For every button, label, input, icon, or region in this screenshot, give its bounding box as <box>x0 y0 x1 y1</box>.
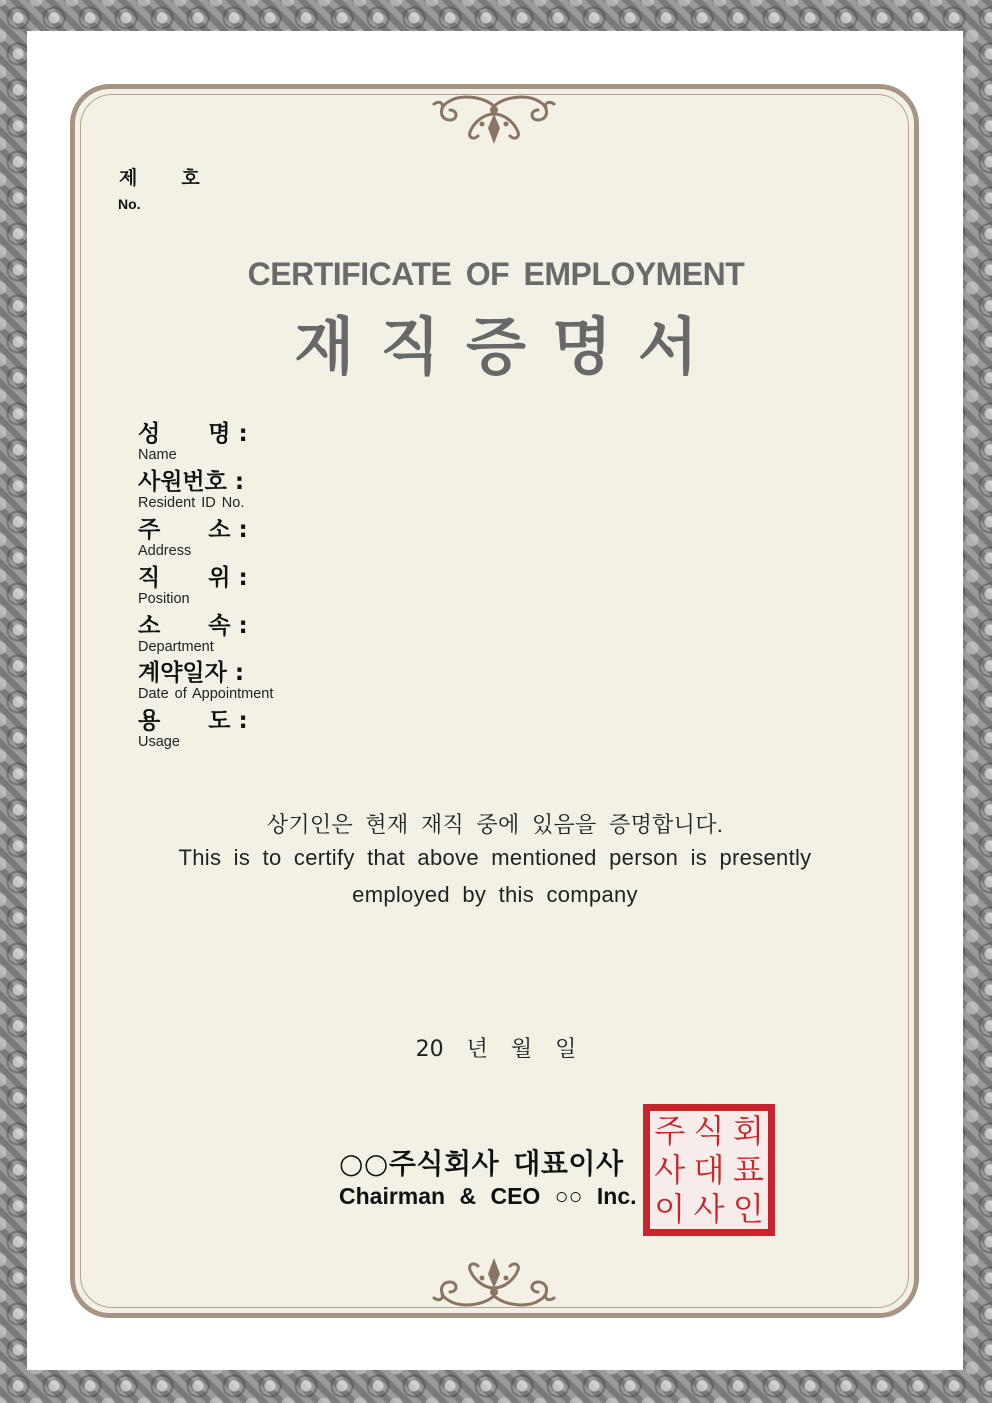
field-label-en: Department <box>138 639 214 655</box>
field-label-en: Position <box>138 591 190 607</box>
seal-character: 표 <box>732 1150 764 1189</box>
issue-date: 20 년 월 일 <box>415 1037 577 1062</box>
seal-character: 식 <box>693 1111 725 1150</box>
certificate-number-label: 제호 <box>119 167 244 189</box>
field-label-ko: 주 소 : <box>138 517 248 543</box>
field-usage <box>138 708 248 751</box>
field-label-ko: 사원번호 : <box>138 469 245 495</box>
field-label-ko: 용 도 : <box>138 708 248 734</box>
field-label-en: Resident ID No. <box>138 495 245 511</box>
field-name <box>138 421 248 464</box>
field-label-en: Address <box>138 543 192 559</box>
seal-character: 사 <box>654 1150 686 1189</box>
field-department <box>138 613 248 656</box>
seal-character: 이 <box>654 1190 686 1229</box>
field-label-en: Date of Appointment <box>138 686 274 702</box>
certificate-number-label-en: No. <box>118 196 141 212</box>
field-label-ko: 성 명 : <box>138 421 248 447</box>
title-korean: 재직증명서 <box>294 310 724 383</box>
field-label-en: Usage <box>138 734 180 750</box>
field-label-en: Name <box>138 447 177 463</box>
field-label-ko: 계약일자 : <box>138 660 245 686</box>
field-employee-number <box>138 469 244 512</box>
field-date-of-appointment <box>138 660 273 703</box>
top-ornament-icon <box>430 92 558 150</box>
field-label-ko: 직 위 : <box>138 565 248 591</box>
company-seal-stamp <box>643 1104 775 1236</box>
company-name-korean: ○○주식회사 대표이사 <box>339 1147 624 1180</box>
statement-english-line1: This is to certify that above mentioned person is presently <box>178 845 812 870</box>
field-label-ko: 소 속 : <box>138 613 248 639</box>
statement-english-line2: employed by this company <box>352 882 638 907</box>
seal-character: 주 <box>654 1111 686 1150</box>
seal-character: 회 <box>732 1111 764 1150</box>
company-name-english: Chairman & CEO ○○ Inc. <box>339 1183 637 1209</box>
seal-character: 인 <box>732 1190 764 1229</box>
field-position <box>138 565 248 608</box>
seal-character: 대 <box>693 1150 725 1189</box>
bottom-ornament-icon <box>430 1252 558 1310</box>
seal-character: 사 <box>693 1190 725 1229</box>
field-address <box>138 517 248 560</box>
statement-korean: 상기인은 현재 재직 중에 있음을 증명합니다. <box>266 812 724 837</box>
title-english: CERTIFICATE OF EMPLOYMENT <box>247 256 745 292</box>
